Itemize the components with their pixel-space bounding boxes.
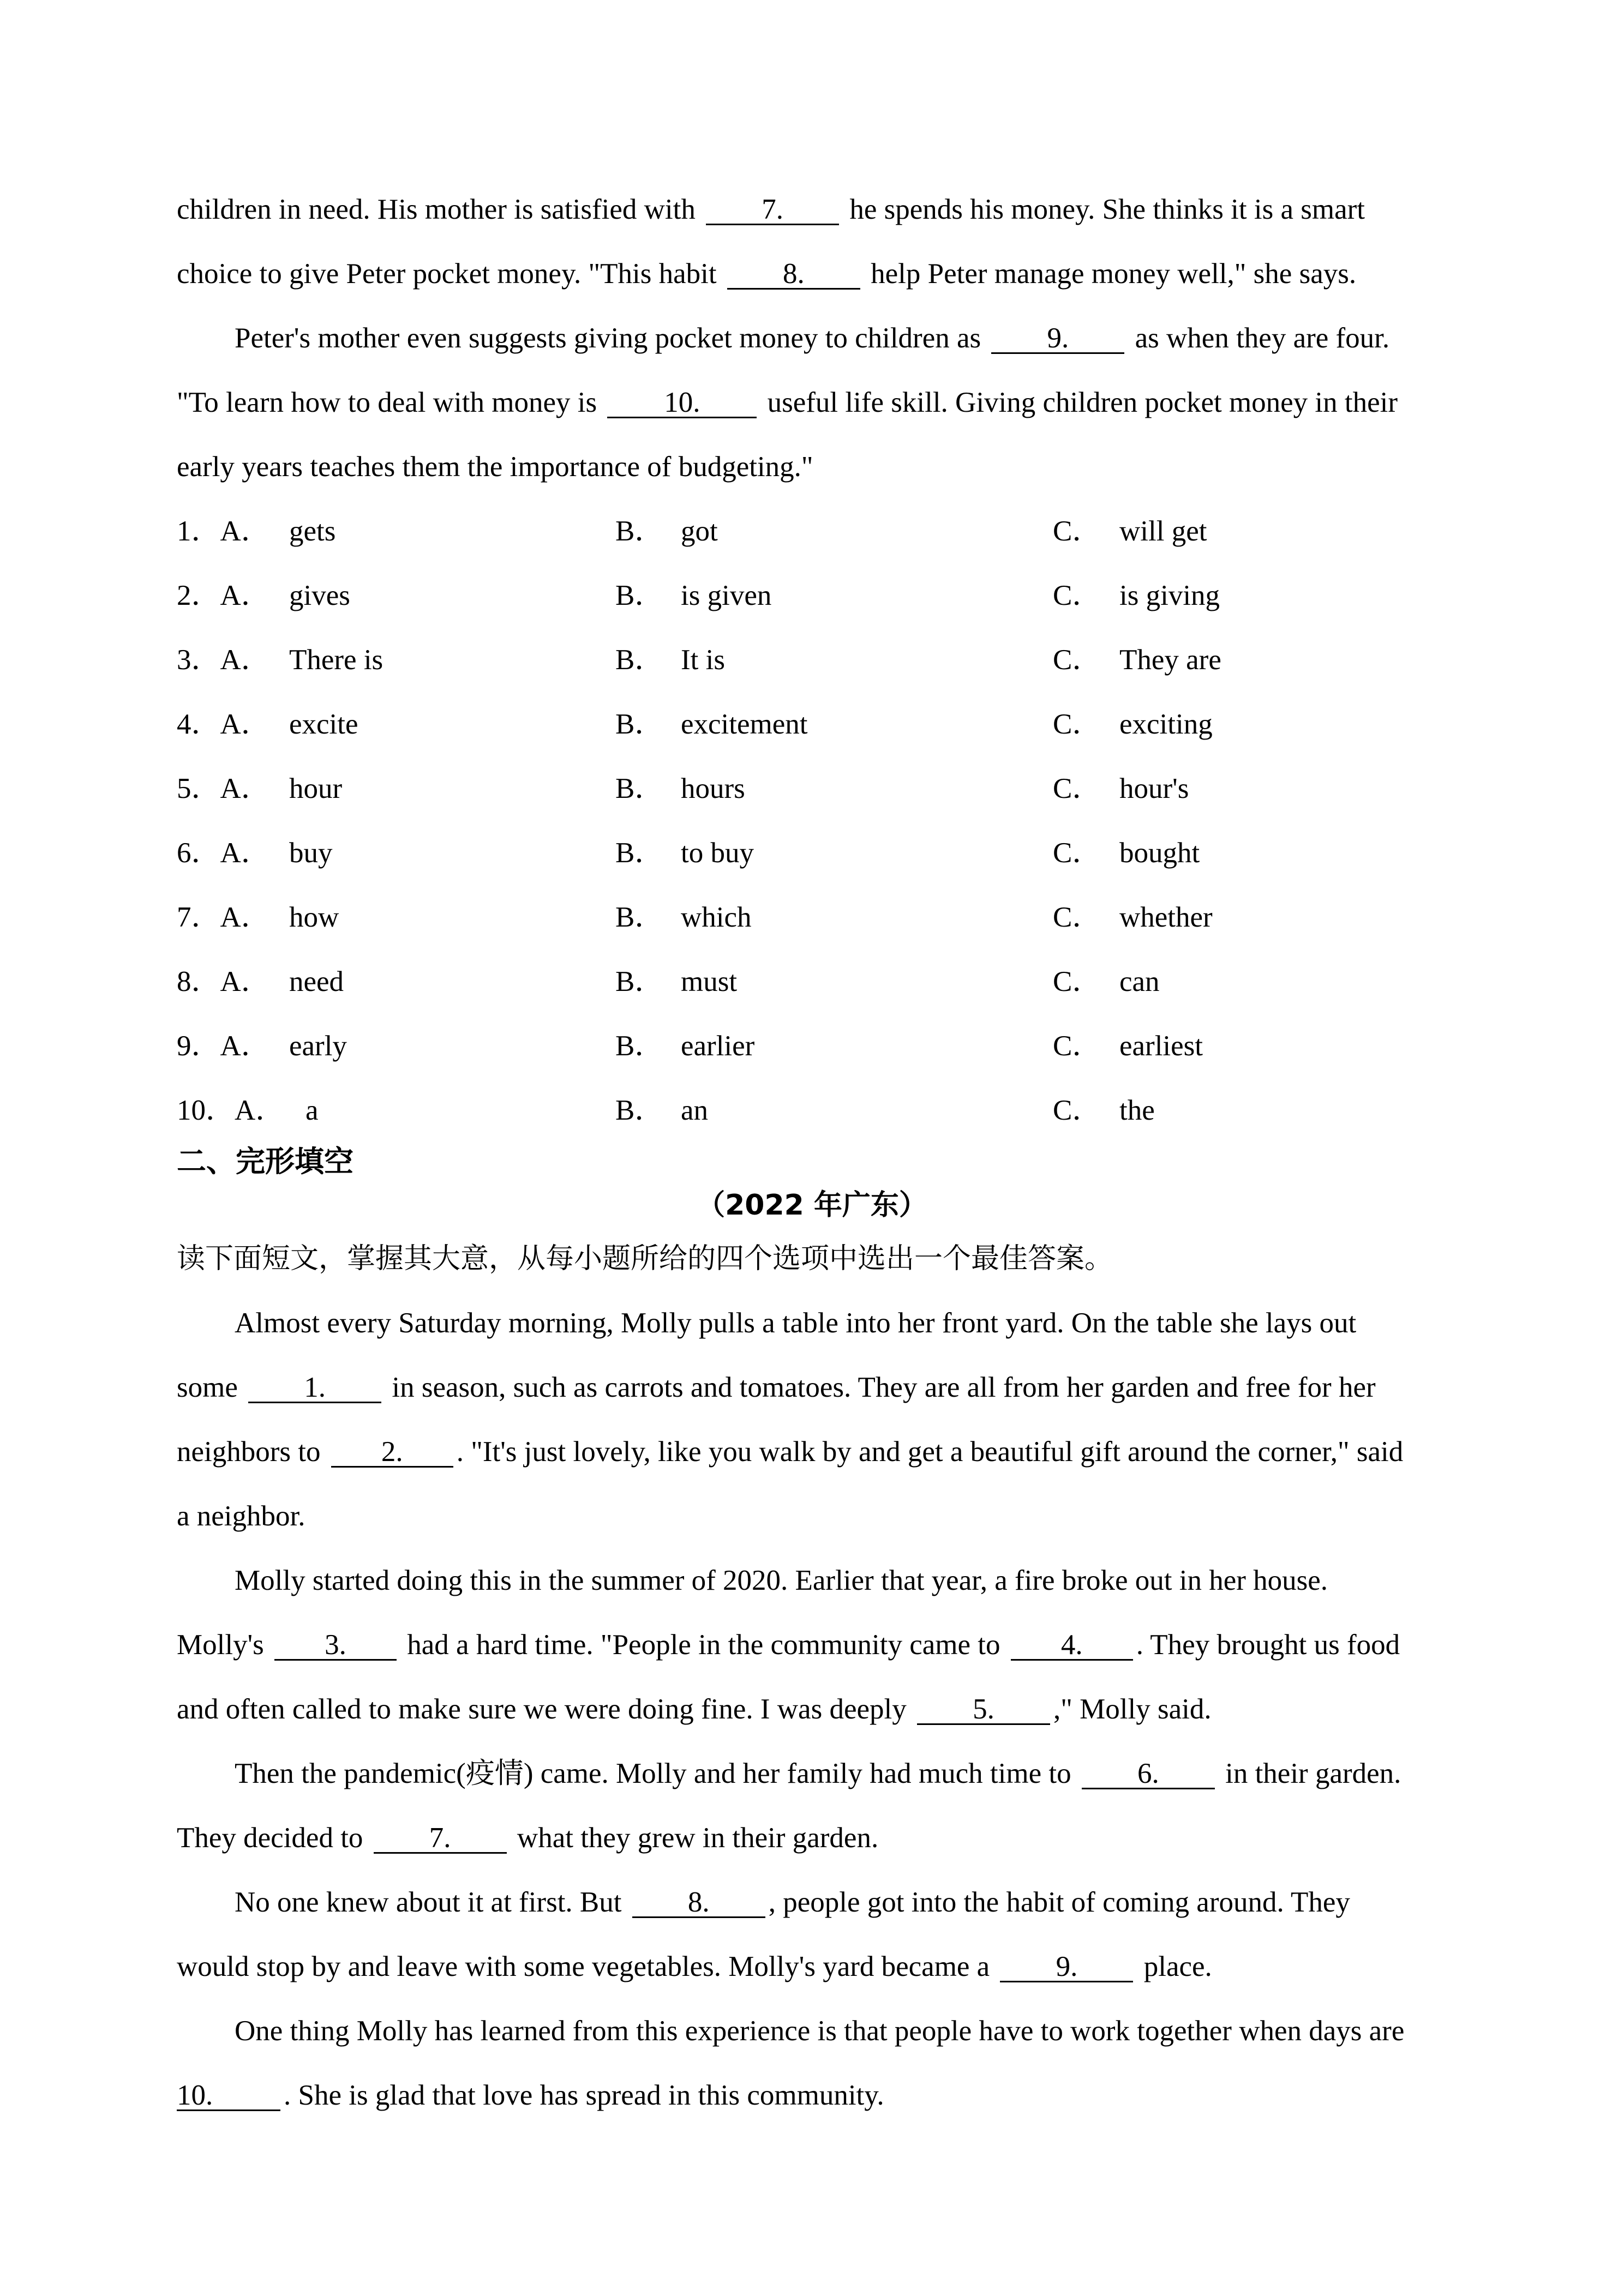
question-number: 1．A． bbox=[177, 515, 270, 547]
option-text: to buy bbox=[681, 837, 754, 869]
option-label: B． bbox=[615, 644, 664, 676]
option-label: B． bbox=[615, 515, 664, 547]
option-label: C． bbox=[1053, 1095, 1101, 1126]
blank-8: 8. bbox=[727, 260, 860, 290]
question-row bbox=[0, 707, 1624, 742]
option-text: early bbox=[289, 1030, 347, 1062]
question-row bbox=[0, 771, 1624, 806]
option-text: must bbox=[681, 966, 738, 997]
passage2-line bbox=[235, 1756, 1401, 1791]
option-text: excitement bbox=[681, 708, 808, 740]
option-label: C． bbox=[1053, 837, 1101, 869]
option-text: excite bbox=[289, 708, 358, 740]
option-text: need bbox=[289, 966, 344, 997]
question-number: 3．A． bbox=[177, 644, 270, 676]
passage2-line bbox=[177, 1627, 1400, 1662]
text-span: They decided to bbox=[177, 1822, 363, 1854]
option-label: C． bbox=[1053, 901, 1101, 933]
text-span: choice to give Peter pocket money. "This habit bbox=[177, 258, 717, 290]
text-span: . They brought us food bbox=[1136, 1629, 1400, 1661]
blank-9: 9. bbox=[991, 324, 1124, 354]
blank-7: 7. bbox=[706, 195, 839, 225]
blank-4: 4. bbox=[1011, 1631, 1133, 1661]
text-span: had a hard time. "People in the community came to bbox=[407, 1629, 1000, 1661]
text-span: useful life skill. Giving children pocket money in their bbox=[767, 387, 1398, 418]
text-span: what they grew in their garden. bbox=[517, 1822, 879, 1854]
text-span: . "It's just lovely, like you walk by and get a beautiful gift around the corner," said bbox=[456, 1436, 1404, 1468]
option-label: B． bbox=[615, 1095, 664, 1126]
question-row bbox=[0, 578, 1624, 613]
question-number: 10．A． bbox=[177, 1095, 285, 1126]
question-number: 8．A． bbox=[177, 966, 270, 997]
passage2-line bbox=[177, 1434, 1403, 1469]
option-text: hours bbox=[681, 773, 745, 804]
blank-8: 8. bbox=[632, 1888, 765, 1918]
passage2-line bbox=[177, 1692, 1212, 1727]
passage1-line bbox=[177, 192, 1365, 227]
question-row bbox=[0, 964, 1624, 999]
text-span: , people got into the habit of coming around. They bbox=[768, 1886, 1350, 1918]
option-text: can bbox=[1119, 966, 1160, 997]
question-number: 5．A． bbox=[177, 773, 270, 804]
text-span: "To learn how to deal with money is bbox=[177, 387, 597, 418]
option-text: There is bbox=[289, 644, 383, 676]
option-text: earlier bbox=[681, 1030, 755, 1062]
text-span: and often called to make sure we were doing fine. I was deeply bbox=[177, 1693, 907, 1725]
text-span: children in need. His mother is satisfied with bbox=[177, 194, 696, 225]
blank-10: 10. bbox=[607, 388, 757, 418]
option-label: B． bbox=[615, 773, 664, 804]
option-label: C． bbox=[1053, 515, 1101, 547]
passage1-line bbox=[177, 256, 1356, 291]
passage2-line bbox=[177, 1370, 1376, 1405]
option-text: buy bbox=[289, 837, 333, 869]
question-number: 2．A． bbox=[177, 580, 270, 611]
passage2-line: One thing Molly has learned from this experience is that people have to work together when days are bbox=[235, 2015, 1405, 2047]
passage2-line bbox=[177, 2078, 884, 2113]
option-label: C． bbox=[1053, 773, 1101, 804]
option-text: earliest bbox=[1119, 1030, 1203, 1062]
text-span: Peter's mother even suggests giving pocket money to children as bbox=[235, 322, 981, 354]
text-span: neighbors to bbox=[177, 1436, 321, 1468]
option-text: exciting bbox=[1119, 708, 1213, 740]
option-text: the bbox=[1119, 1095, 1155, 1126]
option-text: is giving bbox=[1119, 580, 1220, 611]
passage2-line: Almost every Saturday morning, Molly pulls a table into her front yard. On the table she lays out bbox=[235, 1307, 1357, 1339]
passage1-line bbox=[177, 385, 1398, 420]
text-span: in their garden. bbox=[1225, 1758, 1401, 1789]
option-label: B． bbox=[615, 966, 664, 997]
text-span: help Peter manage money well," she says. bbox=[871, 258, 1357, 290]
text-span: Then the pandemic(疫情) came. Molly and her family had much time to bbox=[235, 1758, 1071, 1789]
question-number: 4．A． bbox=[177, 708, 270, 740]
passage2-line: Molly started doing this in the summer of 2020. Earlier that year, a fire broke out in her house. bbox=[235, 1565, 1328, 1596]
option-label: B． bbox=[615, 837, 664, 869]
text-span: No one knew about it at first. But bbox=[235, 1886, 622, 1918]
question-row bbox=[0, 1093, 1624, 1128]
blank-9: 9. bbox=[1000, 1952, 1133, 1982]
blank-1: 1. bbox=[248, 1373, 381, 1403]
question-row bbox=[0, 1029, 1624, 1063]
question-number: 7．A． bbox=[177, 901, 270, 933]
question-row bbox=[0, 514, 1624, 549]
text-span: . She is glad that love has spread in this community. bbox=[284, 2079, 884, 2111]
passage1-line: early years teaches them the importance of budgeting." bbox=[177, 451, 813, 483]
option-text: got bbox=[681, 515, 718, 547]
question-number: 9．A． bbox=[177, 1030, 270, 1062]
passage2-line: a neighbor. bbox=[177, 1500, 305, 1532]
option-text: gives bbox=[289, 580, 350, 611]
instruction-text: 读下面短文，掌握其大意，从每小题所给的四个选项中选出一个最佳答案。 bbox=[177, 1242, 1113, 1275]
option-text: It is bbox=[681, 644, 725, 676]
text-span: place. bbox=[1143, 1951, 1212, 1982]
blank-7: 7. bbox=[374, 1824, 507, 1854]
option-text: gets bbox=[289, 515, 336, 547]
passage2-line bbox=[177, 1820, 878, 1855]
section-heading: 二、完形填空 bbox=[177, 1144, 353, 1179]
text-span: ," Molly said. bbox=[1053, 1693, 1212, 1725]
blank-2: 2. bbox=[331, 1438, 453, 1468]
option-label: B． bbox=[615, 708, 664, 740]
option-text: hour's bbox=[1119, 773, 1189, 804]
option-text: They are bbox=[1119, 644, 1221, 676]
passage2-line bbox=[235, 1885, 1350, 1920]
option-text: bought bbox=[1119, 837, 1200, 869]
passage1-line bbox=[235, 321, 1389, 356]
option-label: C． bbox=[1053, 580, 1101, 611]
option-text: is given bbox=[681, 580, 772, 611]
question-row bbox=[0, 900, 1624, 935]
option-label: B． bbox=[615, 901, 664, 933]
text-span: he spends his money. She thinks it is a smart bbox=[849, 194, 1365, 225]
text-span: as when they are four. bbox=[1135, 322, 1390, 354]
option-label: C． bbox=[1053, 708, 1101, 740]
blank-10: 10. bbox=[177, 2081, 280, 2111]
option-label: C． bbox=[1053, 966, 1101, 997]
option-text: whether bbox=[1119, 901, 1213, 933]
text-span: would stop by and leave with some vegetables. Molly's yard became a bbox=[177, 1951, 990, 1982]
option-text: will get bbox=[1119, 515, 1207, 547]
option-text: which bbox=[681, 901, 752, 933]
question-row bbox=[0, 642, 1624, 677]
section-subtitle: （2022 年广东） bbox=[697, 1189, 927, 1222]
option-text: a bbox=[305, 1095, 319, 1126]
option-label: B． bbox=[615, 1030, 664, 1062]
blank-6: 6. bbox=[1082, 1759, 1215, 1789]
text-span: Molly's bbox=[177, 1629, 264, 1661]
option-label: B． bbox=[615, 580, 664, 611]
option-text: hour bbox=[289, 773, 343, 804]
blank-5: 5. bbox=[917, 1695, 1050, 1725]
option-label: C． bbox=[1053, 1030, 1101, 1062]
question-row bbox=[0, 836, 1624, 870]
blank-3: 3. bbox=[274, 1631, 397, 1661]
option-label: C． bbox=[1053, 644, 1101, 676]
question-number: 6．A． bbox=[177, 837, 270, 869]
option-text: how bbox=[289, 901, 339, 933]
passage2-line bbox=[177, 1949, 1212, 1984]
option-text: an bbox=[681, 1095, 709, 1126]
text-span: some bbox=[177, 1372, 238, 1403]
text-span: in season, such as carrots and tomatoes. They are all from her garden and free for her bbox=[392, 1372, 1376, 1403]
